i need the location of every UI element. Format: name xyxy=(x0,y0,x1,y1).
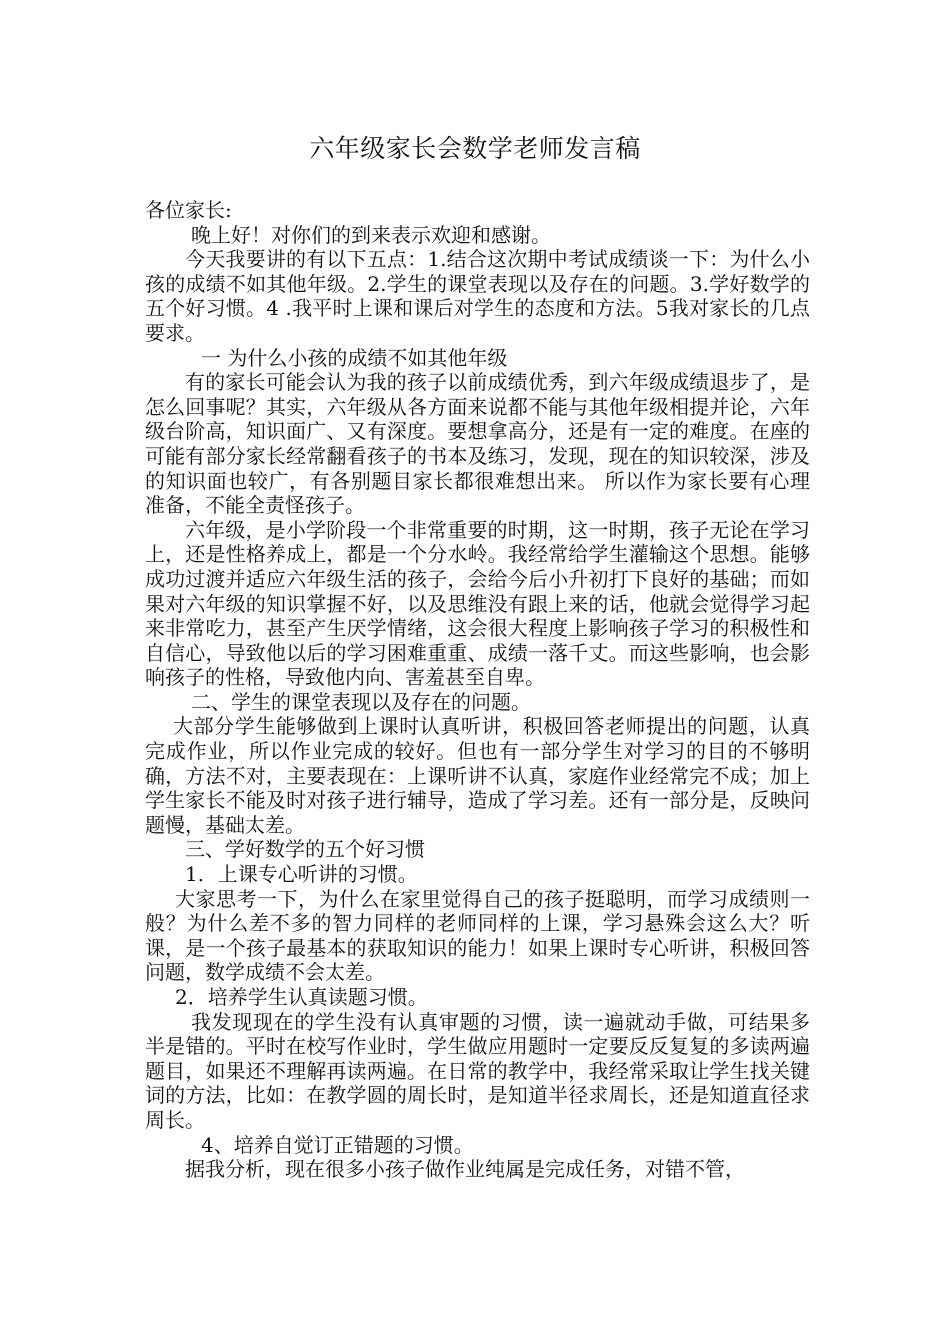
paragraph-section1-a: 有的家长可能会认为我的孩子以前成绩优秀，到六年级成绩退步了，是怎么回事呢？其实，六年级从各方面来说都不能与其他年级相提并论，六年级台阶高，知识面广、又有深度。要想拿高分，还是有一定的难度。在座的可能有部分家长经常翻看孩子的书本及练习，发现，现在的知识较深，涉及的知识面也较广，有各别题目家长都很难想出来。 所以作为家长要有心理准备，不能全责怪孩子。 xyxy=(145,370,810,518)
paragraph-section2: 大部分学生能够做到上课时认真听讲，积极回答老师提出的问题，认真完成作业，所以作业完成的较好。但也有一部分学生对学习的目的不够明确，方法不对，主要表现在：上课听讲不认真，家庭作业经常完不成；加上学生家长不能及时对孩子进行辅导，造成了学习差。还有一部分是，反映问题慢，基础太差。 xyxy=(145,714,810,837)
section-heading-2: 二、学生的课堂表现以及存在的问题。 xyxy=(191,689,531,714)
document-body xyxy=(145,198,810,1182)
habit-heading-1: 1．上课专心听讲的习惯。 xyxy=(185,862,418,887)
paragraph-section1-b: 六年级，是小学阶段一个非常重要的时期，这一时期，孩子无论在学习上，还是性格养成上，都是一个分水岭。我经常给学生灌输这个思想。能够成功过渡并适应六年级生活的孩子，会给今后小升初打下良好的基础；而如果对六年级的知识掌握不好，以及思维没有跟上来的话，他就会觉得学习起来非常吃力，甚至产生厌学情绪，这会很大程度上影响孩子学习的积极性和自信心，导致他以后的学习困难重重、成绩一落千丈。而这些影响，也会影响孩子的性格，导致他内向、害羞甚至自卑。 xyxy=(145,517,810,690)
paragraph-outline: 今天我要讲的有以下五点：1.结合这次期中考试成绩谈一下：为什么小孩的成绩不如其他年级。2.学生的课堂表现以及存在的问题。3.学好数学的五个好习惯。4 .我平时上课和课后对学生的态度和方法。5我对家长的几点要求。 xyxy=(145,247,810,345)
document-title: 六年级家长会数学老师发言稿 xyxy=(309,134,641,163)
habit-heading-2: 2．培养学生认真读题习惯。 xyxy=(175,985,428,1009)
greeting: 各位家长: xyxy=(145,198,232,222)
section-heading-3: 三、学好数学的五个好习惯 xyxy=(185,837,425,862)
paragraph-habit-2: 我发现现在的学生没有认真审题的习惯，读一遍就动手做，可结果多半是错的。平时在校写作业时，学生做应用题时一定要反反复复的多读两遍题目，如果还不理解再读两遍。在日常的教学中，我经常采取让学生找关键词的方法，比如：在教学圆的周长时，是知道半径求周长，还是知道直径求周长。 xyxy=(145,1009,810,1132)
habit-heading-4: 4、培养自觉订正错题的习惯。 xyxy=(201,1132,474,1157)
paragraph-habit-4: 据我分析，现在很多小孩子做作业纯属是完成任务，对错不管， xyxy=(185,1157,745,1182)
paragraph-habit-1: 大家思考一下，为什么在家里觉得自己的孩子挺聪明，而学习成绩则一般？为什么差不多的智力同样的老师同样的上课，学习悬殊会这么大？听课，是一个孩子最基本的获取知识的能力！如果上课时专心听讲，积极回答问题，数学成绩不会太差。 xyxy=(145,886,810,985)
paragraph-welcome: 晚上好！对你们的到来表示欢迎和感谢。 xyxy=(191,222,551,247)
section-heading-1: 一 为什么小孩的成绩不如其他年级 xyxy=(201,345,508,370)
